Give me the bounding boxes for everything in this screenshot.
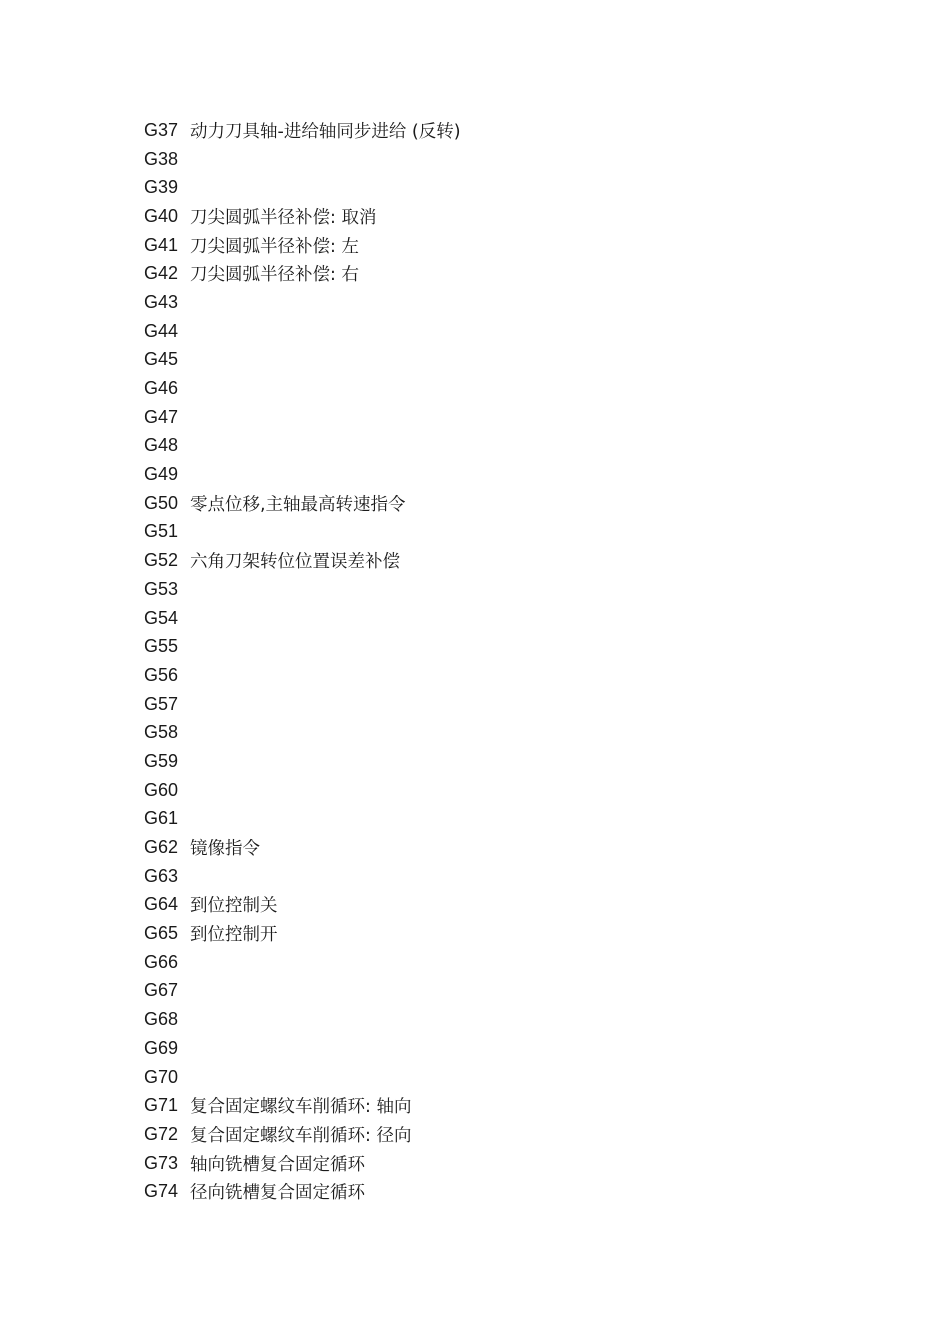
code-row <box>144 776 461 805</box>
code-row <box>144 231 461 260</box>
code-row <box>144 747 461 776</box>
code-row <box>144 116 461 145</box>
code-row <box>144 891 461 920</box>
g-code-description: 六角刀架转位位置误差补偿 <box>190 552 400 573</box>
code-row <box>144 546 461 575</box>
g-code-list <box>144 116 461 1206</box>
g-code-description: 镜像指令 <box>190 839 260 860</box>
g-code-description: 刀尖圆弧半径补偿: 右 <box>190 265 359 286</box>
g-code: G44 <box>144 320 179 341</box>
g-code-description: 刀尖圆弧半径补偿: 取消 <box>190 207 377 228</box>
g-code-description: 动力刀具轴-进给轴同步进给 (反转) <box>190 121 461 142</box>
g-code: G58 <box>144 722 179 743</box>
code-row <box>144 977 461 1006</box>
code-row <box>144 948 461 977</box>
g-code: G50 <box>144 492 179 513</box>
g-code-description: 复合固定螺纹车削循环: 轴向 <box>190 1097 412 1118</box>
code-row <box>144 919 461 948</box>
g-code: G53 <box>144 578 179 599</box>
g-code: G74 <box>144 1181 179 1202</box>
g-code-description: 到位控制关 <box>190 896 278 917</box>
g-code: G45 <box>144 349 179 370</box>
g-code: G59 <box>144 750 179 771</box>
g-code: G64 <box>144 894 179 915</box>
code-row <box>144 259 461 288</box>
code-row <box>144 690 461 719</box>
code-row <box>144 604 461 633</box>
g-code: G48 <box>144 435 179 456</box>
g-code-description: 刀尖圆弧半径补偿: 左 <box>190 236 359 257</box>
g-code: G66 <box>144 951 179 972</box>
code-row <box>144 518 461 547</box>
g-code: G42 <box>144 263 179 284</box>
g-code: G68 <box>144 1009 179 1030</box>
code-row <box>144 862 461 891</box>
code-row <box>144 173 461 202</box>
code-row <box>144 145 461 174</box>
code-row <box>144 374 461 403</box>
code-row <box>144 718 461 747</box>
g-code-description: 径向铣槽复合固定循环 <box>190 1183 365 1204</box>
code-row <box>144 661 461 690</box>
code-row <box>144 460 461 489</box>
g-code: G43 <box>144 291 179 312</box>
g-code: G63 <box>144 865 179 886</box>
g-code: G61 <box>144 808 179 829</box>
g-code: G56 <box>144 664 179 685</box>
g-code: G54 <box>144 607 179 628</box>
g-code: G49 <box>144 464 179 485</box>
code-row <box>144 317 461 346</box>
g-code: G72 <box>144 1123 179 1144</box>
g-code: G73 <box>144 1152 179 1173</box>
g-code: G46 <box>144 378 179 399</box>
code-row <box>144 575 461 604</box>
code-row <box>144 1063 461 1092</box>
g-code: G60 <box>144 779 179 800</box>
g-code: G37 <box>144 119 179 140</box>
code-row <box>144 1120 461 1149</box>
code-row <box>144 632 461 661</box>
g-code: G70 <box>144 1066 179 1087</box>
code-row <box>144 1177 461 1206</box>
code-row <box>144 288 461 317</box>
g-code: G41 <box>144 234 179 255</box>
g-code-description: 轴向铣槽复合固定循环 <box>190 1154 365 1175</box>
g-code: G39 <box>144 177 179 198</box>
g-code: G40 <box>144 205 179 226</box>
code-row <box>144 1091 461 1120</box>
code-row <box>144 805 461 834</box>
code-row <box>144 432 461 461</box>
code-row <box>144 833 461 862</box>
g-code: G57 <box>144 693 179 714</box>
g-code: G65 <box>144 923 179 944</box>
code-row <box>144 489 461 518</box>
g-code: G67 <box>144 980 179 1001</box>
g-code: G38 <box>144 148 179 169</box>
g-code: G52 <box>144 550 179 571</box>
g-code: G62 <box>144 837 179 858</box>
g-code: G51 <box>144 521 179 542</box>
g-code: G71 <box>144 1095 179 1116</box>
g-code: G55 <box>144 636 179 657</box>
code-row <box>144 1005 461 1034</box>
code-row <box>144 403 461 432</box>
g-code-description: 零点位移,主轴最高转速指令 <box>190 494 406 515</box>
g-code: G47 <box>144 406 179 427</box>
g-code-description: 复合固定螺纹车削循环: 径向 <box>190 1125 412 1146</box>
g-code: G69 <box>144 1037 179 1058</box>
code-row <box>144 346 461 375</box>
g-code-description: 到位控制开 <box>190 925 278 946</box>
code-row <box>144 1149 461 1178</box>
code-row <box>144 202 461 231</box>
code-row <box>144 1034 461 1063</box>
